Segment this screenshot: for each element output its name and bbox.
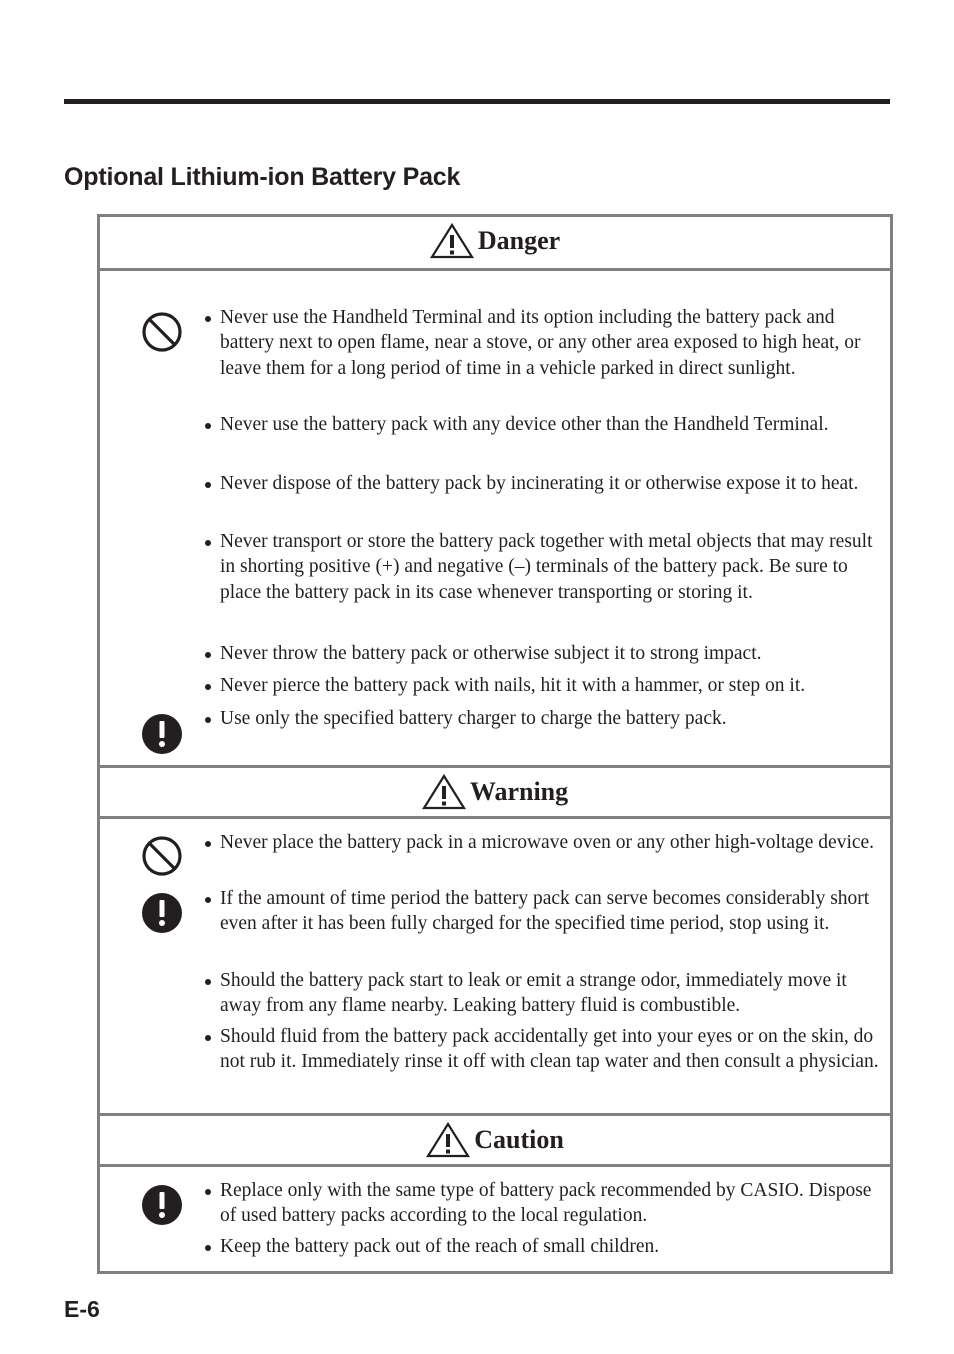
list-item: Never dispose of the battery pack by incinerating it or otherwise expose it to heat.	[220, 471, 880, 496]
list-item: Should the battery pack start to leak or emit a strange odor, immediately move it away from any flame nearby. Leaking battery fluid is combustible.	[220, 968, 880, 1019]
mandatory-exclamation-icon	[141, 713, 183, 755]
caution-header	[100, 1116, 890, 1164]
mandatory-exclamation-icon	[141, 1184, 183, 1226]
warning-header	[100, 768, 890, 816]
safety-box	[97, 214, 893, 1274]
prohibited-icon	[141, 311, 183, 353]
caution-heading: Caution	[474, 1125, 564, 1154]
top-rule	[64, 99, 890, 104]
list-item: Never throw the battery pack or otherwise subject it to strong impact.	[220, 641, 880, 666]
list-item: Never place the battery pack in a microwave oven or any other high-voltage device.	[220, 830, 880, 855]
list-item: Use only the specified battery charger to charge the battery pack.	[220, 706, 880, 731]
warning-triangle-icon	[430, 223, 474, 259]
danger-heading: Danger	[477, 226, 561, 255]
mandatory-exclamation-icon	[141, 892, 183, 934]
list-item: Never use the Handheld Terminal and its option including the battery pack and battery next to open flame, near a stove, or any other area exposed to high heat, or leave them for a long period of time in a vehicle parked in direct sunlight.	[220, 305, 880, 381]
page-number: E-6	[64, 1296, 100, 1322]
list-item: Never pierce the battery pack with nails, hit it with a hammer, or step on it.	[220, 673, 880, 698]
list-item: Replace only with the same type of battery pack recommended by CASIO. Dispose of used battery packs according to the local regulation.	[220, 1178, 880, 1229]
caution-divider	[100, 1164, 890, 1167]
warning-heading: Warning	[469, 777, 569, 806]
prohibited-icon	[141, 835, 183, 877]
danger-divider	[100, 268, 890, 271]
list-item: Never transport or store the battery pack together with metal objects that may result in shorting positive (+) and negative (–) terminals of the battery pack. Be sure to place the battery pack in its case whenever transporting or storing it.	[220, 529, 880, 605]
list-item: Never use the battery pack with any device other than the Handheld Terminal.	[220, 412, 880, 437]
warning-triangle-icon	[426, 1122, 470, 1158]
warning-triangle-icon	[422, 774, 466, 810]
warning-divider	[100, 816, 890, 819]
list-item: Should fluid from the battery pack accidentally get into your eyes or on the skin, do not rub it. Immediately rinse it off with clean tap water and then consult a physician.	[220, 1024, 880, 1075]
list-item: If the amount of time period the battery pack can serve becomes considerably short even after it has been fully charged for the specified time period, stop using it.	[220, 886, 880, 937]
list-item: Keep the battery pack out of the reach of small children.	[220, 1234, 880, 1259]
section-title: Optional Lithium-ion Battery Pack	[64, 163, 461, 191]
danger-header	[100, 217, 890, 265]
